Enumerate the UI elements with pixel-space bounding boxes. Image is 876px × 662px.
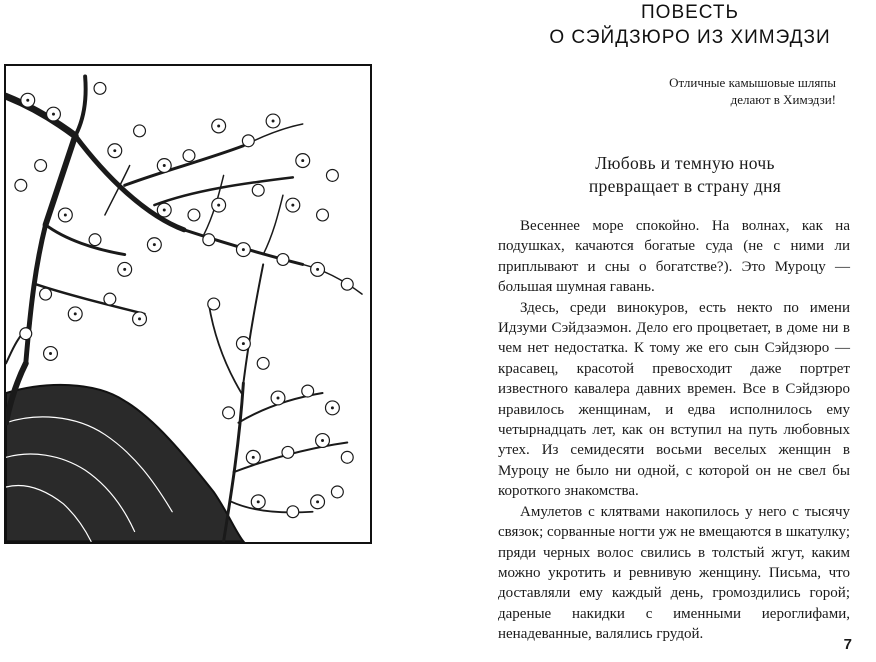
chapter-title <box>520 0 860 50</box>
paragraph: Весеннее море спокойно. На волнах, как на подушках, качаются богатые суда (не с ними ли приплывают и сны о богатстве?). Это Муроцу — большая шумная гавань. <box>498 218 850 296</box>
epigraph <box>616 74 836 108</box>
chapter-title-line-1: ПОВЕСТЬ <box>641 2 739 23</box>
page-number: 7 <box>843 636 852 653</box>
section-heading-line-1: Любовь и темную ночь <box>595 153 775 173</box>
plum-blossom-illustration <box>4 64 372 544</box>
paragraph: Амулетов с клятвами накопилось у него с тысячу связок; сорванные ногти уж не вмещаются в шкатулку; пряди черных волос свились в толстый жгут, каким можно укротить и ревнивую женщину. Письма, что доставляли ему каждый день, громоздились горой; дареные накидки с именными иероглифами, ненадеванные, валялись грудой. <box>498 503 850 643</box>
paragraph: Здесь, среди винокуров, есть некто по имени Идзуми Сэйдзаэмон. Дело его процветает, в доме ни в чем нет недостатка. К тому же его сын Сэйдзюро — красавец, красотой превосходит даже портрет известного кавалера давних времен. Все в Сэйдзюро нравилось женщинам, и едва исполнилось ему четырнадцать лет, как он вступил на путь любовных утех. Из семидесяти восьми веселых женщин в Муроцу не было ни одной, с которой он не свел бы короткого знакомства. <box>498 299 850 500</box>
section-heading-line-2: превращает в страну дня <box>588 176 782 196</box>
plum-tree-drawing <box>6 66 370 542</box>
section-heading <box>520 152 850 198</box>
body-text <box>498 216 850 645</box>
epigraph-line-2: делают в Химэдзи! <box>730 92 836 107</box>
chapter-title-line-2: О СЭЙДЗЮРО ИЗ ХИМЭДЗИ <box>549 27 831 48</box>
epigraph-line-1: Отличные камышовые шляпы <box>669 75 836 90</box>
